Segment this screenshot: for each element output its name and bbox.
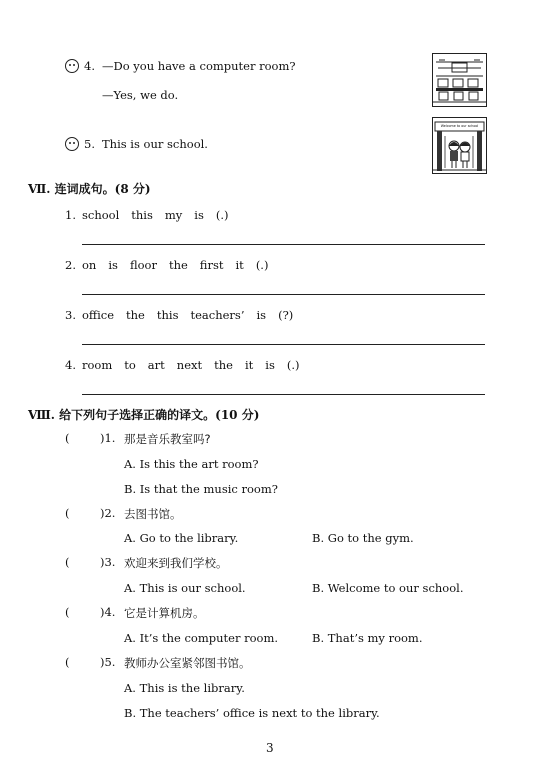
s7-item-4-words (82, 358, 300, 372)
word: first (199, 258, 224, 272)
answer-bracket-open: ( (65, 431, 70, 445)
option-a: A. This is the library. (124, 681, 245, 695)
answer-bracket-open: ( (65, 655, 70, 669)
school-sign-text: Welcome to our school (440, 124, 479, 128)
word: is (256, 308, 267, 322)
answer-bracket-open: ( (65, 506, 70, 520)
option-b: B. The teachers’ office is next to the library. (124, 706, 380, 720)
answer-bracket-close-number: )1. (100, 431, 116, 445)
word: the (126, 308, 145, 322)
option-b: B. Is that the music room? (124, 482, 278, 496)
answer-bracket-open: ( (65, 555, 70, 569)
word: room (82, 358, 113, 372)
word: floor (129, 258, 157, 272)
computer-room-picture (432, 53, 487, 107)
face-icon (65, 137, 79, 151)
word: it (235, 258, 244, 272)
section-8-title: Ⅷ. 给下列句子选择正确的译文。(10 分) (28, 408, 260, 422)
option-a: A. It’s the computer room. (124, 631, 279, 645)
item-5-sentence: This is our school. (102, 137, 208, 151)
option-b: B. That’s my room. (312, 631, 423, 645)
word: the (168, 258, 188, 272)
word: school (82, 208, 120, 222)
word: is (265, 358, 275, 372)
word: on (82, 258, 97, 272)
word: it (244, 358, 254, 372)
item-4-answer: —Yes, we do. (102, 88, 179, 102)
word: this (131, 208, 153, 222)
question-chinese: 欢迎来到我们学校。 (124, 556, 228, 570)
question-chinese: 去图书馆。 (124, 507, 182, 521)
answer-bracket-close-number: )4. (100, 605, 116, 619)
question-chinese: 它是计算机房。 (124, 606, 205, 620)
word: is (194, 208, 204, 222)
answer-bracket-open: ( (65, 605, 70, 619)
word: is (108, 258, 118, 272)
s7-item-1-words (82, 208, 229, 222)
question-chinese: 那是音乐教室吗? (124, 432, 211, 446)
answer-bracket-close-number: )5. (100, 655, 116, 669)
word: teachers’ (190, 308, 245, 322)
item-4-question: —Do you have a computer room? (102, 59, 296, 73)
option-a: A. This is our school. (124, 581, 246, 595)
option-a: A. Is this the art room? (124, 457, 259, 471)
answer-line (82, 394, 485, 395)
s7-item-2-words (82, 258, 268, 272)
school-gate-picture (432, 117, 487, 174)
answer-bracket-close-number: )2. (100, 506, 116, 520)
word: (.) (255, 258, 269, 272)
word: (.) (286, 358, 300, 372)
word: art (147, 358, 165, 372)
answer-line (82, 294, 485, 295)
answer-line (82, 244, 485, 245)
s7-item-2-number: 2. (65, 258, 76, 272)
word: (?) (278, 308, 294, 322)
item-4-number: 4. (84, 59, 95, 73)
word: the (214, 358, 233, 372)
s7-item-4-number: 4. (65, 358, 76, 372)
word: (.) (215, 208, 229, 222)
answer-bracket-close-number: )3. (100, 555, 116, 569)
face-icon (65, 59, 79, 73)
word: office (82, 308, 115, 322)
word: my (164, 208, 183, 222)
word: next (176, 358, 203, 372)
item-5-number: 5. (84, 137, 95, 151)
option-a: A. Go to the library. (124, 531, 239, 545)
option-b: B. Welcome to our school. (312, 581, 464, 595)
page-number: 3 (266, 741, 274, 755)
s7-item-3-words (82, 308, 293, 322)
s7-item-3-number: 3. (65, 308, 76, 322)
section-7-title: Ⅶ. 连词成句。(8 分) (28, 182, 151, 196)
word: to (124, 358, 136, 372)
word: this (156, 308, 179, 322)
option-b: B. Go to the gym. (312, 531, 414, 545)
question-chinese: 教师办公室紧邻图书馆。 (124, 656, 251, 670)
s7-item-1-number: 1. (65, 208, 76, 222)
answer-line (82, 344, 485, 345)
